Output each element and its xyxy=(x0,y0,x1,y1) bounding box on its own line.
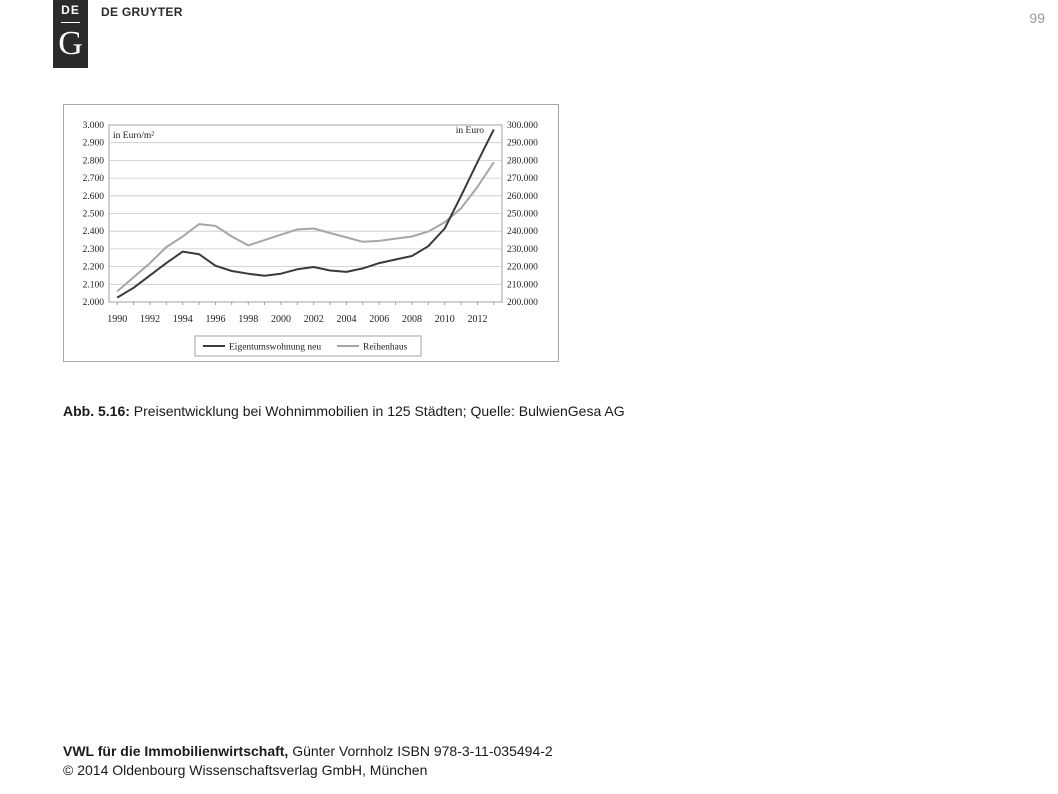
left-tick-label: 2.900 xyxy=(82,138,104,149)
x-tick-label: 2004 xyxy=(336,314,357,325)
right-tick-label: 300.000 xyxy=(507,121,538,131)
book-footer xyxy=(63,742,553,780)
logo-divider xyxy=(61,22,80,23)
publisher-name: DE GRUYTER xyxy=(101,5,183,19)
right-tick-label: 250.000 xyxy=(507,209,538,220)
x-tick-label: 2006 xyxy=(369,314,390,325)
right-tick-label: 210.000 xyxy=(507,280,538,291)
x-tick-label: 2002 xyxy=(303,314,324,325)
price-chart xyxy=(64,105,558,361)
chart-frame xyxy=(63,104,559,362)
left-tick-label: 2.500 xyxy=(82,209,104,220)
caption-text: Preisentwicklung bei Wohnimmobilien in 125 Städten; Quelle: BulwienGesa AG xyxy=(133,403,625,419)
x-tick-label: 1992 xyxy=(139,314,160,325)
right-tick-label: 230.000 xyxy=(507,244,538,255)
book-info: Günter Vornholz ISBN 978-3-11-035494-2 xyxy=(292,743,553,759)
x-tick-label: 1998 xyxy=(238,314,259,325)
figure-caption xyxy=(63,403,625,419)
book-title: VWL für die Immobilienwirtschaft, xyxy=(63,743,289,759)
x-tick-label: 2008 xyxy=(401,314,422,325)
x-tick-label: 1996 xyxy=(205,314,226,325)
x-tick-label: 1994 xyxy=(172,314,193,325)
left-tick-label: 2.200 xyxy=(82,262,104,273)
right-tick-label: 280.000 xyxy=(507,156,538,167)
right-tick-label: 290.000 xyxy=(507,138,538,149)
series-line-reihenhaus xyxy=(117,162,494,291)
left-tick-label: 2.400 xyxy=(82,227,104,238)
x-tick-label: 2012 xyxy=(467,314,488,325)
left-tick-label: 2.600 xyxy=(82,191,104,202)
right-tick-label: 200.000 xyxy=(507,298,538,308)
right-axis-unit-label: in Euro xyxy=(455,126,484,136)
left-axis-unit-label: in Euro/m² xyxy=(113,131,155,141)
x-tick-label: 2000 xyxy=(270,314,291,325)
left-tick-label: 2.000 xyxy=(82,298,104,308)
legend-label: Reihenhaus xyxy=(363,342,408,353)
page-number: 99 xyxy=(1029,10,1045,26)
legend-label: Eigentumswohnung neu xyxy=(229,342,322,353)
logo-g-text: G xyxy=(58,25,83,62)
x-tick-label: 1990 xyxy=(107,314,128,325)
right-tick-label: 260.000 xyxy=(507,191,538,202)
left-tick-label: 2.800 xyxy=(82,156,104,167)
left-tick-label: 3.000 xyxy=(82,121,104,131)
right-tick-label: 270.000 xyxy=(507,174,538,185)
right-tick-label: 240.000 xyxy=(507,227,538,238)
publisher-logo xyxy=(53,0,88,68)
x-tick-label: 2010 xyxy=(434,314,455,325)
caption-label: Abb. 5.16: xyxy=(63,403,130,419)
left-tick-label: 2.100 xyxy=(82,280,104,291)
copyright-line: © 2014 Oldenbourg Wissenschaftsverlag GmbH, München xyxy=(63,762,428,778)
left-tick-label: 2.700 xyxy=(82,174,104,185)
right-tick-label: 220.000 xyxy=(507,262,538,273)
left-tick-label: 2.300 xyxy=(82,244,104,255)
logo-de-text: DE xyxy=(61,3,80,17)
